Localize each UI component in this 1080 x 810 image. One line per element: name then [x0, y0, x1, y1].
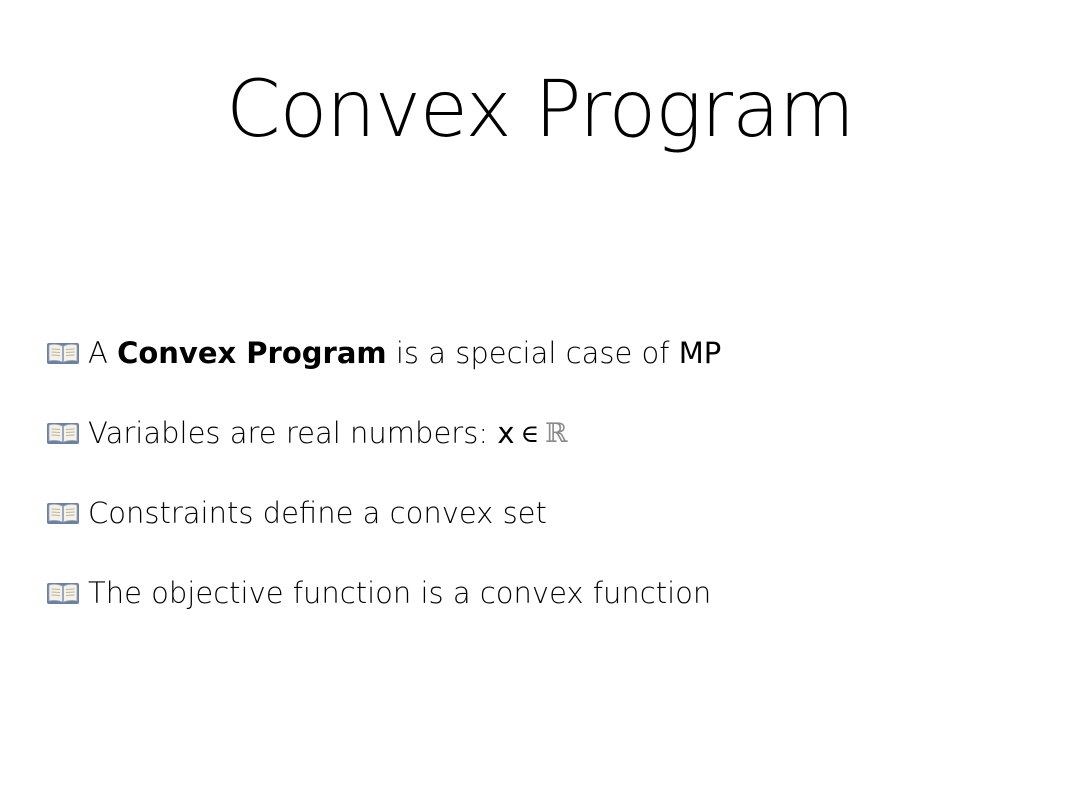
math-variable-x: x — [497, 416, 515, 450]
open-book-icon — [46, 420, 80, 446]
bullet-text-suffix: is a special case of — [386, 336, 679, 370]
bullet-text-prefix: A — [88, 336, 118, 370]
slide-title: Convex Program — [226, 65, 854, 155]
open-book-icon — [46, 580, 80, 606]
open-book-icon — [46, 500, 80, 526]
math-reals-symbol: ℝ — [545, 417, 568, 449]
math-element-of-symbol: ∈ — [520, 418, 540, 448]
bullet-text: Variables are real numbers: — [88, 416, 498, 450]
bullet-list — [46, 332, 721, 652]
bullet-item — [46, 332, 721, 374]
bullet-term-mp: MP — [678, 336, 722, 370]
bullet-item — [46, 492, 721, 534]
bullet-text: The objective function is a convex function — [88, 576, 712, 610]
bullet-item — [46, 412, 721, 454]
open-book-icon — [46, 340, 80, 366]
bullet-term-bold: Convex Program — [117, 336, 387, 370]
bullet-text: Constraints define a convex set — [88, 496, 547, 530]
bullet-item — [46, 572, 721, 614]
